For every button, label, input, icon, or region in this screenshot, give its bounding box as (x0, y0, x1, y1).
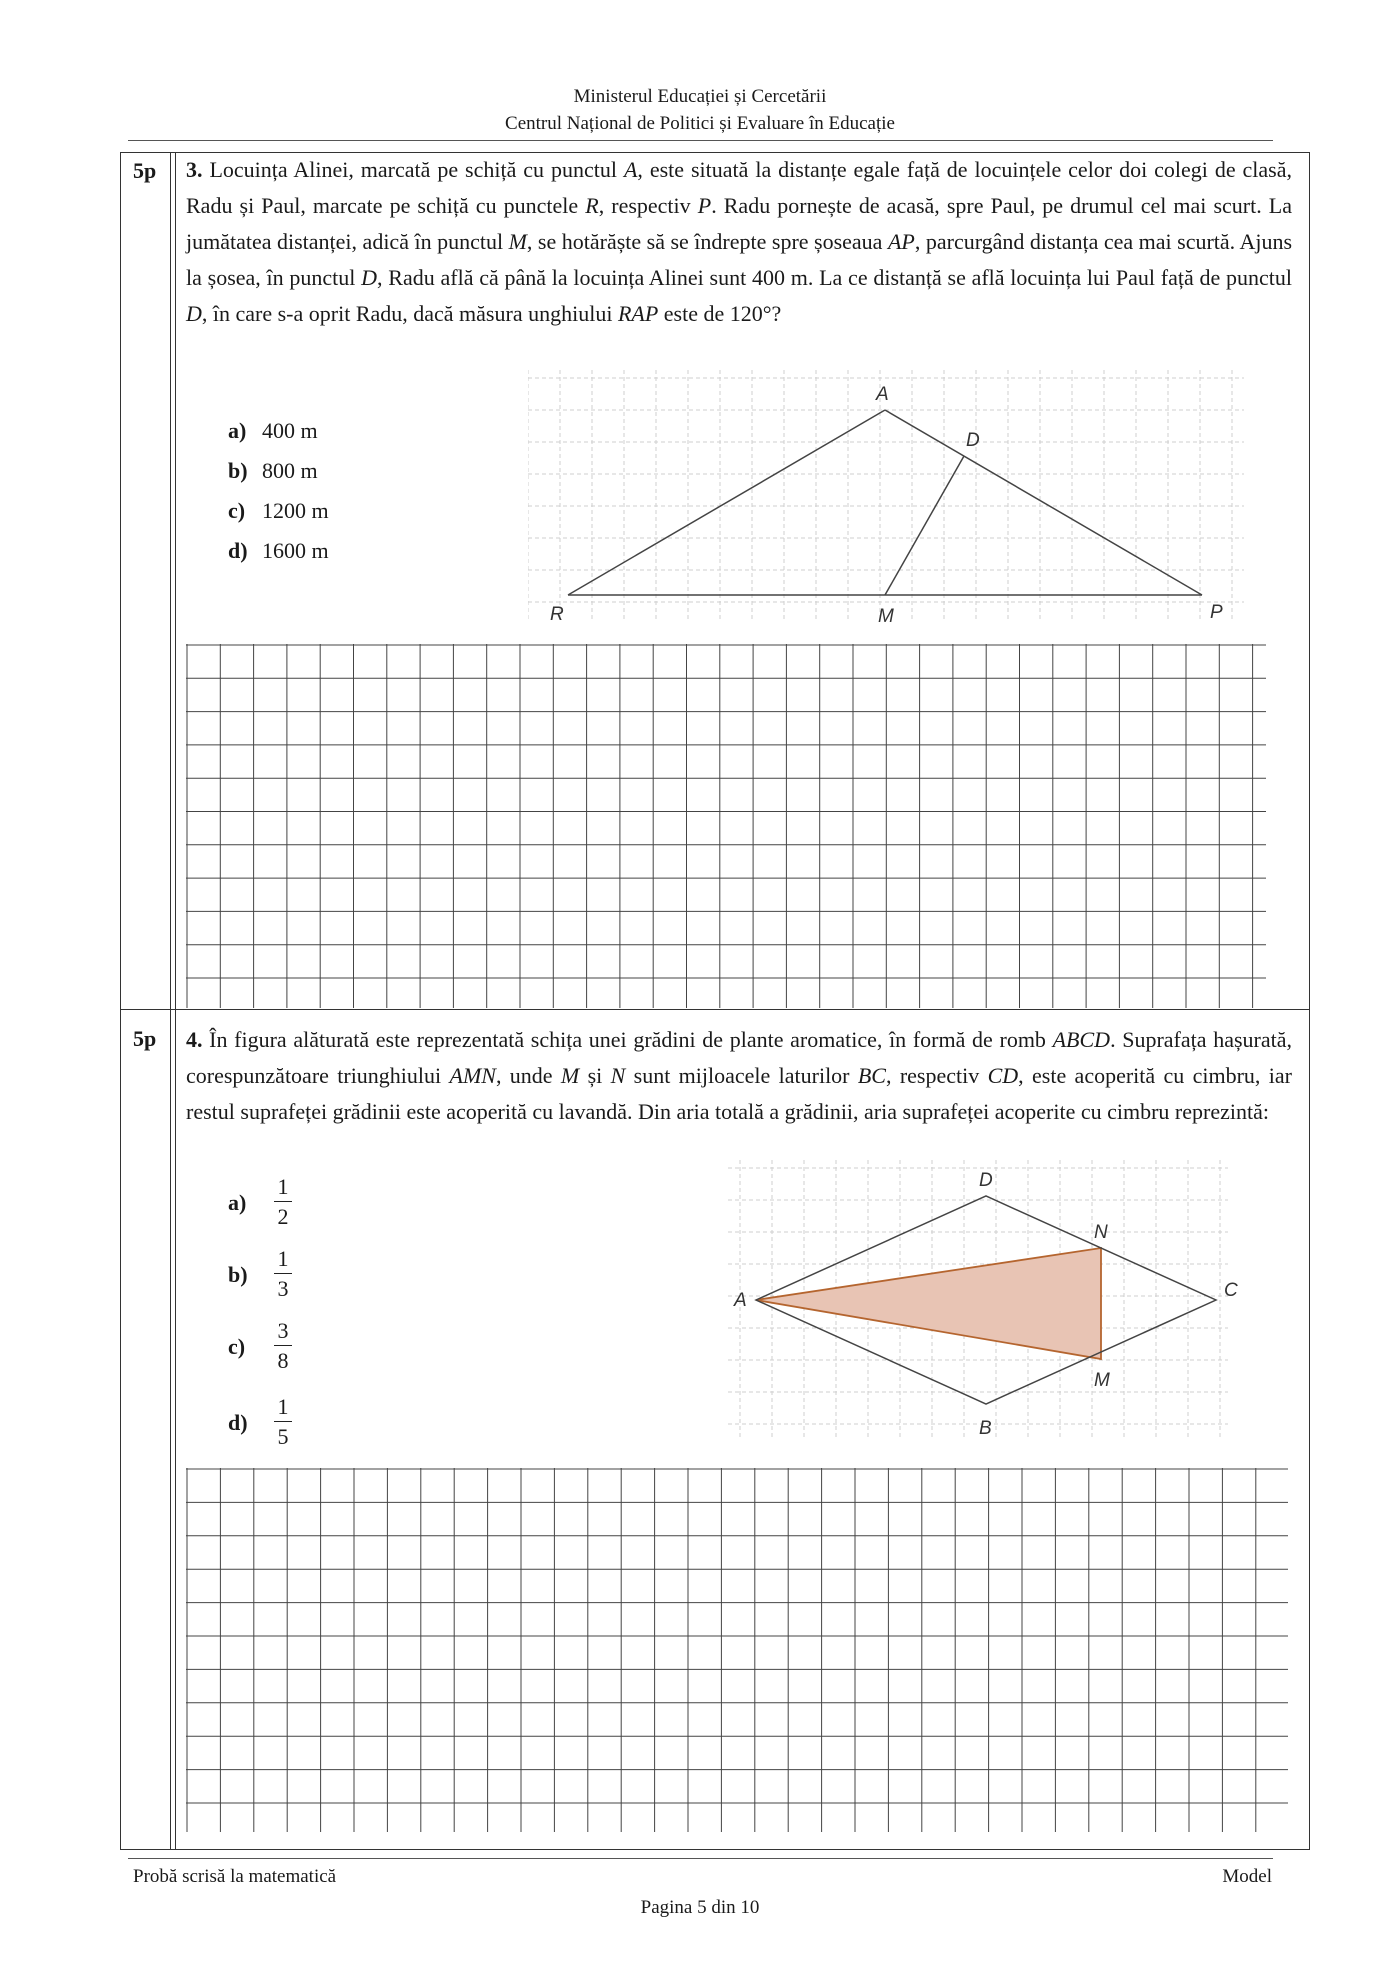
label-R: R (550, 604, 564, 625)
fraction-bar (274, 1421, 292, 1422)
header-ministry: Ministerul Educației și Cercetării (573, 86, 827, 107)
q3-answer-grid-lines (186, 644, 1266, 1008)
q4-option-a-den: 2 (277, 1204, 289, 1229)
q4-text-7: , este acoperită cu cimbru, iar restul suprafeței grădinii este acoperită cu lavandă. Din aria totală a grădinii, aria suprafeței acoperite cu cimbru reprezintă: (186, 1063, 1292, 1124)
math-q3-m5: AP (887, 229, 915, 254)
q3-text-7: , Radu află că până la locuința Alinei sunt 400 m. La ce distanță se află locuința lui Paul față de punctul (377, 265, 1292, 290)
q3-text-9: este de 120°? (658, 301, 782, 326)
header-center: Centrul Național de Politici și Evaluare în Educație (505, 113, 895, 134)
q3-option-d-label: d) (228, 538, 248, 563)
q4-rhombus-figure (728, 1160, 1248, 1450)
label-A: A (876, 384, 889, 405)
q4-option-a-fraction (268, 1175, 298, 1229)
math-q3-m1: A (623, 157, 638, 182)
math-q3-m8: RAP (617, 301, 659, 326)
q3-option-c-value: 1200 m (262, 498, 329, 523)
footer-page-number: Pagina 5 din 10 (640, 1897, 760, 1918)
q4-number: 4. (186, 1027, 203, 1052)
q3-number: 3. (186, 157, 203, 182)
math-q4-m3: M (560, 1063, 580, 1088)
math-q4-m4: N (610, 1063, 626, 1088)
q3-option-b-value: 800 m (262, 458, 318, 483)
label-P: P (1210, 602, 1223, 623)
q4-option-b-num: 1 (277, 1246, 289, 1271)
q3-option-a[interactable] (228, 418, 318, 444)
q4-option-d-num: 1 (277, 1394, 289, 1419)
math-q4-m1: ABCD (1052, 1027, 1111, 1052)
math-q3-m4: M (508, 229, 527, 254)
q3-option-c-label: c) (228, 498, 246, 523)
math-q3-m3: P (697, 193, 712, 218)
footer-model: Model (1222, 1866, 1272, 1887)
q4-points: 5p (133, 1026, 157, 1051)
q4-text-6: , respectiv (885, 1063, 988, 1088)
label-M: M (1094, 1370, 1110, 1391)
q3-text-1: Locuința Alinei, marcată pe schiță cu punctul (202, 157, 624, 182)
segment-AP (885, 410, 1202, 595)
q3-text-3: , respectiv (598, 193, 698, 218)
q3-points: 5p (133, 158, 157, 183)
q4-text-1: În figura alăturată este reprezentată schița unei grădini de plante aromatice, în formă de romb (202, 1027, 1053, 1052)
segment-RA (568, 410, 885, 595)
q4-option-c-num: 3 (277, 1318, 289, 1343)
math-q3-m2: R (585, 193, 599, 218)
points-column-divider (170, 153, 171, 1849)
q4-option-b[interactable] (228, 1262, 262, 1288)
math-q3-m7: D (186, 301, 202, 326)
q3-option-a-value: 400 m (262, 418, 318, 443)
q3-text-8: , în care s-a oprit Radu, dacă măsura unghiului (201, 301, 618, 326)
triangle-AMN-shaded (756, 1248, 1101, 1359)
q4-option-a-num: 1 (277, 1174, 289, 1199)
label-N: N (1094, 1222, 1108, 1243)
q3-text-4: . Radu pornește de acasă, spre Paul, pe drumul cel mai scurt. La jumătatea distanței, adică în punctul (186, 193, 1293, 254)
math-q4-m2: AMN (449, 1063, 496, 1088)
q4-option-b-den: 3 (277, 1276, 289, 1301)
fraction-bar (274, 1345, 292, 1346)
q3-option-b-label: b) (228, 458, 248, 483)
points-column-divider-inner (175, 153, 176, 1849)
fraction-bar (274, 1201, 292, 1202)
q4-option-a[interactable] (228, 1190, 262, 1216)
q3-option-d[interactable] (228, 538, 329, 564)
q3-answer-grid[interactable] (186, 644, 1268, 1010)
q3-text-2: , este situată la distanțe egale față de locuințele celor doi colegi de clasă, Radu și Paul, marcate pe schiță cu punctele (186, 157, 1292, 218)
footer-subject: Probă scrisă la matematică (133, 1866, 337, 1887)
footer-divider (128, 1858, 1273, 1859)
q3-triangle-figure (528, 370, 1244, 630)
q4-option-d[interactable] (228, 1410, 262, 1436)
math-q4-m6: CD (987, 1063, 1019, 1088)
q4-text-5: sunt mijloacele laturilor (625, 1063, 858, 1088)
q3-option-a-label: a) (228, 418, 247, 443)
label-D: D (966, 430, 980, 451)
label-M: M (878, 606, 894, 627)
q4-text-2: . Suprafața hașurată, corespunzătoare triunghiului (186, 1027, 1292, 1088)
q3-option-d-value: 1600 m (262, 538, 329, 563)
q3-statement (186, 152, 1292, 332)
q4-statement (186, 1022, 1292, 1130)
q4-option-c[interactable] (228, 1334, 262, 1360)
label-C: C (1224, 1280, 1238, 1301)
q4-option-d-fraction (268, 1395, 298, 1449)
label-A: A (734, 1290, 747, 1311)
q4-option-d-den: 5 (277, 1424, 289, 1449)
q3-figure-grid (528, 370, 1244, 620)
q4-option-b-label: b) (228, 1262, 248, 1287)
q4-answer-grid-lines (186, 1468, 1288, 1832)
q4-option-d-label: d) (228, 1410, 248, 1435)
q4-answer-grid[interactable] (186, 1468, 1290, 1834)
q3-text-6: , parcurgând distanța cea mai scurtă. Ajuns la șosea, în punctul (186, 229, 1293, 290)
header-divider (128, 140, 1273, 141)
label-B: B (979, 1418, 992, 1439)
label-D: D (979, 1170, 993, 1191)
q4-option-c-fraction (268, 1319, 298, 1373)
q4-text-3: , unde (495, 1063, 561, 1088)
segment-MD (885, 456, 964, 595)
q3-option-b[interactable] (228, 458, 318, 484)
q4-option-a-label: a) (228, 1190, 247, 1215)
math-q3-m6: D (361, 265, 378, 290)
q4-option-b-fraction (268, 1247, 298, 1301)
q4-option-c-label: c) (228, 1334, 246, 1359)
q3-option-c[interactable] (228, 498, 329, 524)
q4-text-4: și (579, 1063, 611, 1088)
q4-option-c-den: 8 (277, 1348, 289, 1373)
math-q4-m5: BC (857, 1063, 886, 1088)
q3-text-5: , se hotărăște să se îndrepte spre șoseaua (526, 229, 888, 254)
fraction-bar (274, 1273, 292, 1274)
